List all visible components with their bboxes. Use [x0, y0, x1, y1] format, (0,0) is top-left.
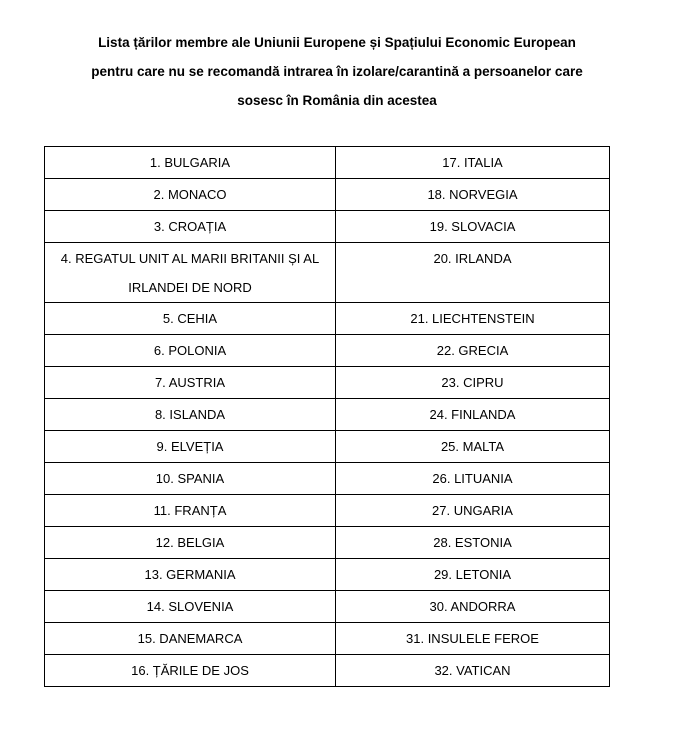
country-cell: 8. ISLANDA	[45, 399, 336, 431]
country-cell: 23. CIPRU	[336, 367, 610, 399]
country-cell: 11. FRANȚA	[45, 495, 336, 527]
title-line-3: sosesc în România din acestea	[237, 93, 437, 108]
country-cell: 9. ELVEȚIA	[45, 431, 336, 463]
country-cell: 19. SLOVACIA	[336, 211, 610, 243]
country-cell: 14. SLOVENIA	[45, 591, 336, 623]
table-row	[45, 623, 610, 655]
table-row	[45, 211, 610, 243]
table-row	[45, 147, 610, 179]
title-line-2: pentru care nu se recomandă intrarea în izolare/carantină a persoanelor care	[91, 64, 583, 79]
country-cell: 12. BELGIA	[45, 527, 336, 559]
country-cell: 13. GERMANIA	[45, 559, 336, 591]
table-row	[45, 179, 610, 211]
country-cell: 18. NORVEGIA	[336, 179, 610, 211]
country-cell: 21. LIECHTENSTEIN	[336, 303, 610, 335]
country-cell: 7. AUSTRIA	[45, 367, 336, 399]
country-cell: 25. MALTA	[336, 431, 610, 463]
country-cell: 27. UNGARIA	[336, 495, 610, 527]
table-row	[45, 303, 610, 335]
country-cell: 3. CROAȚIA	[45, 211, 336, 243]
table-row	[45, 367, 610, 399]
table-row	[45, 335, 610, 367]
country-cell: 2. MONACO	[45, 179, 336, 211]
page-title	[40, 28, 634, 115]
table-row	[45, 495, 610, 527]
country-cell: 5. CEHIA	[45, 303, 336, 335]
title-line-1: Lista țărilor membre ale Uniunii Europene și Spațiului Economic European	[98, 35, 576, 50]
table-row	[45, 463, 610, 495]
country-cell: 1. BULGARIA	[45, 147, 336, 179]
table-row	[45, 655, 610, 687]
table-row	[45, 431, 610, 463]
country-cell: 26. LITUANIA	[336, 463, 610, 495]
country-cell: 16. ȚĂRILE DE JOS	[45, 655, 336, 687]
country-cell: 20. IRLANDA	[336, 243, 610, 303]
country-cell: 31. INSULELE FEROE	[336, 623, 610, 655]
table-row	[45, 243, 610, 303]
country-cell: 30. ANDORRA	[336, 591, 610, 623]
table-row	[45, 399, 610, 431]
country-cell: 15. DANEMARCA	[45, 623, 336, 655]
country-cell: 24. FINLANDA	[336, 399, 610, 431]
table-row	[45, 559, 610, 591]
country-cell: 17. ITALIA	[336, 147, 610, 179]
country-cell: 22. GRECIA	[336, 335, 610, 367]
country-list-table	[44, 146, 610, 687]
country-cell: 6. POLONIA	[45, 335, 336, 367]
country-cell: 28. ESTONIA	[336, 527, 610, 559]
country-cell: 4. REGATUL UNIT AL MARII BRITANII ȘI AL IRLANDEI DE NORD	[45, 243, 336, 303]
country-cell: 32. VATICAN	[336, 655, 610, 687]
table-row	[45, 527, 610, 559]
country-cell: 10. SPANIA	[45, 463, 336, 495]
table-row	[45, 591, 610, 623]
country-cell: 29. LETONIA	[336, 559, 610, 591]
